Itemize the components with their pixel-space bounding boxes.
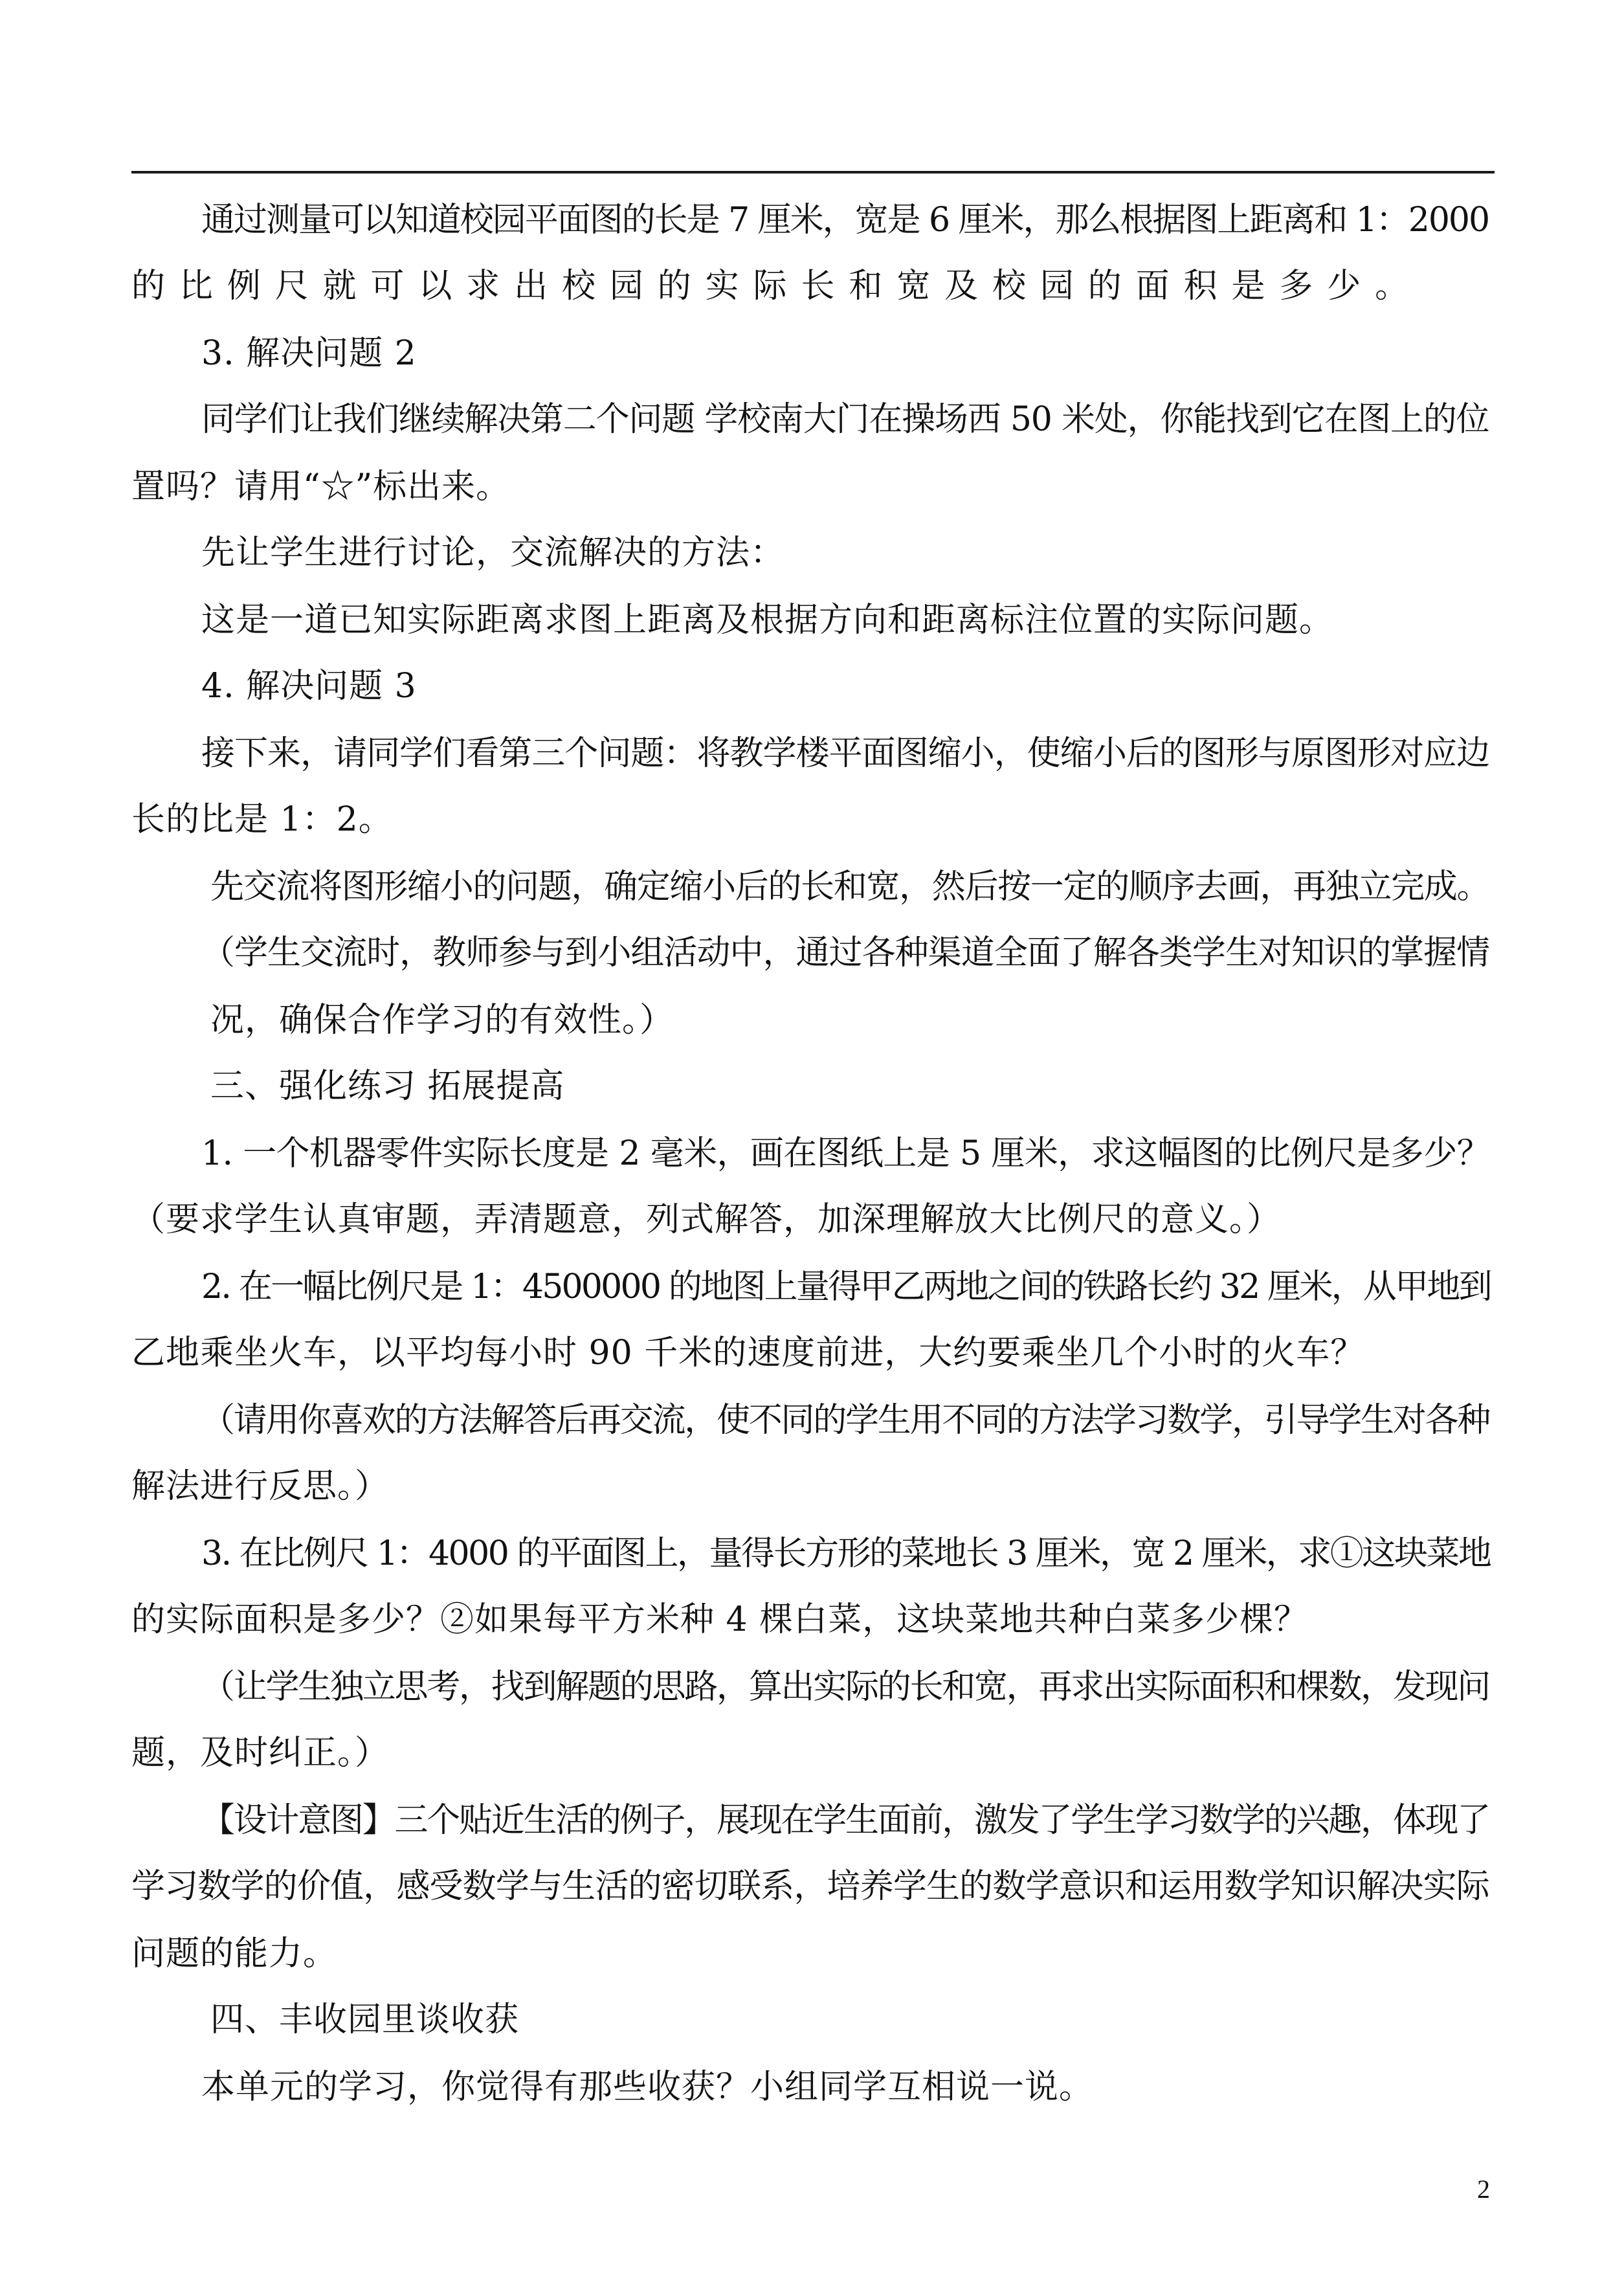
paragraph-line: 【设计意图】三个贴近生活的例子，展现在学生面前，激发了学生学习数学的兴趣，体现了 <box>201 1801 1490 1840</box>
paragraph-line: 题，及时纠正。） <box>131 1734 390 1773</box>
paragraph-line: 况，确保合作学习的有效性。） <box>210 1001 674 1040</box>
paragraph-line: 解法进行反思。） <box>131 1467 390 1506</box>
paragraph-line: 问题的能力。 <box>131 1934 338 1973</box>
paragraph-line: （让学生独立思考，找到解题的思路，算出实际的长和宽，再求出实际面积和棵数，发现问 <box>201 1668 1490 1706</box>
paragraph-line: 本单元的学习，你觉得有那些收获？小组同学互相说一说。 <box>201 2068 1094 2107</box>
paragraph-line: 这是一道已知实际距离求图上距离及根据方向和距离标注位置的实际问题。 <box>201 601 1334 640</box>
paragraph-line: 通过测量可以知道校园平面图的长是 7 厘米，宽是 6 厘米，那么根据图上距离和 1：2000 <box>201 201 1489 240</box>
paragraph-line: 的比例尺就可以求出校园的实际长和宽及校园的面积是多少。 <box>131 267 1423 306</box>
paragraph-line: 接下来，请同学们看第三个问题：将教学楼平面图缩小，使缩小后的图形与原图形对应边 <box>201 734 1490 773</box>
paragraph-line: 学习数学的价值，感受数学与生活的密切联系，培养学生的数学意识和运用数学知识解决实际 <box>131 1867 1489 1906</box>
paragraph-line: （要求学生认真审题，弄清题意，列式解答，加深理解放大比例尺的意义。） <box>131 1200 1282 1239</box>
paragraph-line: 长的比是 1：2。 <box>131 800 393 839</box>
section-heading: 4. 解决问题 3 <box>201 667 417 706</box>
paragraph-line: （学生交流时，教师参与到小组活动中，通过各种渠道全面了解各类学生对知识的掌握情 <box>201 934 1490 972</box>
page-number: 2 <box>1477 2175 1490 2204</box>
paragraph-line: 乙地乘坐火车，以平均每小时 90 千米的速度前进，大约要乘坐几个小时的火车？ <box>131 1334 1365 1372</box>
header-rule <box>131 171 1495 173</box>
section-heading: 3. 解决问题 2 <box>201 334 417 373</box>
paragraph-line: 1. 一个机器零件实际长度是 2 毫米，画在图纸上是 5 厘米，求这幅图的比例尺是多少？ <box>201 1134 1491 1173</box>
paragraph-line: （请用你喜欢的方法解答后再交流，使不同的学生用不同的方法学习数学，引导学生对各种 <box>201 1401 1490 1440</box>
paragraph-line: 2. 在一幅比例尺是 1：4500000 的地图上量得甲乙两地之间的铁路长约 32 厘米，从甲地到 <box>201 1268 1491 1306</box>
paragraph-line: 3. 在比例尺 1：4000 的平面图上，量得长方形的菜地长 3 厘米，宽 2 厘米，求①这块菜地 <box>201 1534 1491 1573</box>
paragraph-line: 置吗？请用“☆”标出来。 <box>131 467 511 506</box>
section-heading: 四、丰收园里谈收获 <box>210 2000 520 2039</box>
paragraph-line: 同学们让我们继续解决第二个问题 学校南大门在操场西 50 米处，你能找到它在图上的位 <box>201 400 1489 439</box>
paragraph-line: 先让学生进行讨论，交流解决的方法： <box>201 533 785 572</box>
section-heading: 三、强化练习 拓展提高 <box>210 1067 565 1106</box>
paragraph-line: 先交流将图形缩小的问题，确定缩小后的长和宽，然后按一定的顺序去画，再独立完成。 <box>210 867 1490 906</box>
paragraph-line: 的实际面积是多少？②如果每平方米种 4 棵白菜，这块菜地共种白菜多少棵？ <box>131 1600 1309 1639</box>
